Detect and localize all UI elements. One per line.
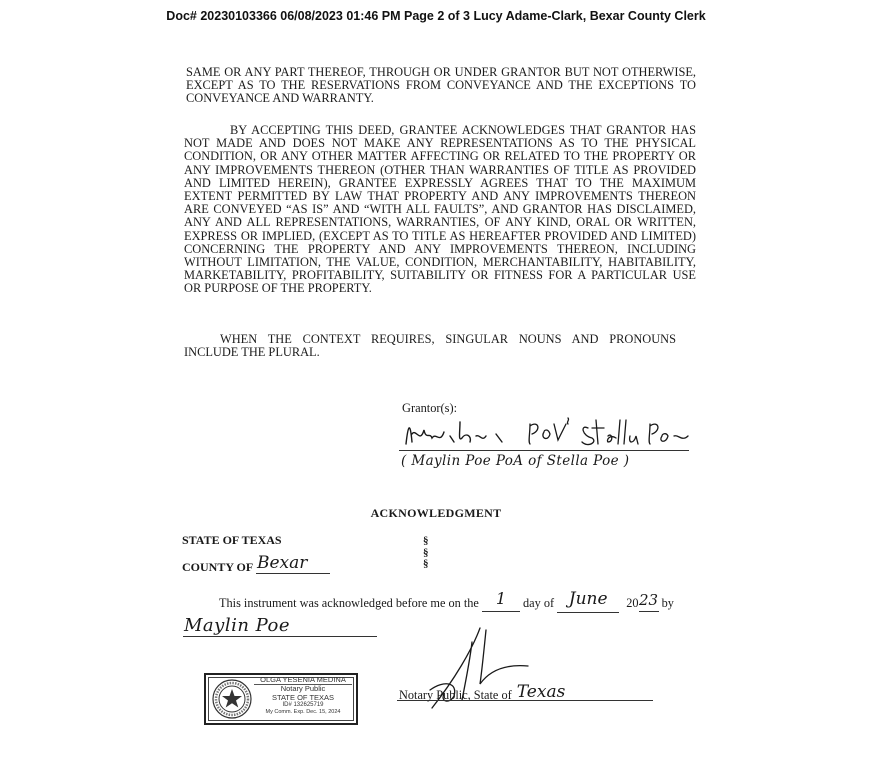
paragraph-as-is-disclaimer: BY ACCEPTING THIS DEED, GRANTEE ACKNOWLEDGES THAT GRANTOR HAS NOT MADE AND DOES NOT MAKE ANY REPRESENTATIONS AS TO THE PHYSICAL CONDITION, OR ANY OTHER MATTER AFFECTING OR RELATED TO THE PROPERTY OR ANY IMPROVEMENTS THEREON (OTHER THAN WARRANTIES OF TITLE AS PROVIDED AND LIMITED HEREIN), GRANTEE EXPRESSLY AGREES THAT TO THE MAXIMUM EXTENT PERMITTED BY LAW THAT PROPERTY AND ANY IMPROVEMENTS THEREON ARE CONVEYED “AS IS” AND “WITH ALL FAULTS”, AND GRANTOR HAS DISCLAIMED, ANY AND ALL REPRESENTATIONS, WARRANTIES, OF ANY KIND, ORAL OR WRITTEN, EXPRESS OR IMPLIED, (EXCEPT AS TO TITLE AS HEREAFTER PROVIDED AND LIMITED) CONCERNING THE PROPERTY AND ANY IMPROVEMENTS THEREON, INCLUDING WITHOUT LIMITATION, THE VALUE, CONDITION, MERCHANTABILITY, HABITABILITY, MARKETABILITY, PROFITABILITY, SUITABILITY OR FITNESS FOR A PARTICULAR USE OR PURPOSE OF THE PROPERTY. bbox=[184, 123, 696, 296]
grantor-printed-name: ( Maylin Poe PoA of Stella Poe ) bbox=[401, 453, 630, 469]
county-label: COUNTY OF bbox=[182, 560, 254, 574]
month-value: June bbox=[568, 589, 608, 609]
notary-signature-line bbox=[397, 700, 653, 701]
paragraph-singular-plural: WHEN THE CONTEXT REQUIRES, SINGULAR NOUNS AND PRONOUNS INCLUDE THE PLURAL. bbox=[184, 332, 676, 360]
notary-commission: My Comm. Exp. Dec. 15, 2024 bbox=[265, 709, 341, 715]
acknowledged-name: Maylin Poe bbox=[184, 615, 291, 636]
notary-id: ID# 132625719 bbox=[282, 702, 324, 708]
year-blank bbox=[639, 593, 659, 612]
state-label: STATE OF TEXAS bbox=[182, 533, 282, 547]
grantor-label: Grantor(s): bbox=[402, 401, 458, 415]
day-blank bbox=[482, 589, 520, 612]
by-text: by bbox=[661, 596, 674, 610]
section-mark: § bbox=[423, 546, 429, 559]
notary-title: Notary Public bbox=[280, 684, 326, 693]
recording-header: Doc# 20230103366 06/08/2023 01:46 PM Page 2 of 3 Lucy Adame-Clark, Bexar County Clerk bbox=[166, 9, 706, 23]
county-line bbox=[256, 573, 330, 574]
notary-label-text: Notary Public, State of bbox=[399, 688, 512, 702]
day-value: 1 bbox=[495, 589, 507, 608]
year-value: 23 bbox=[639, 591, 659, 609]
notary-state: STATE OF TEXAS bbox=[271, 692, 335, 702]
day-of-text: day of bbox=[523, 596, 555, 610]
section-mark: § bbox=[423, 558, 429, 570]
paragraph-reservations: SAME OR ANY PART THEREOF, THROUGH OR UNDER GRANTOR BUT NOT OTHERWISE, EXCEPT AS TO THE RESERVATIONS FROM CONVEYANCE AND THE EXCEPTIONS TO CONVEYANCE AND WARRANTY. bbox=[186, 65, 696, 106]
acknowledgment-sentence bbox=[219, 589, 674, 613]
acknowledged-name-line bbox=[183, 636, 377, 637]
notary-name: OLGA YESENIA MEDINA bbox=[254, 676, 352, 685]
section-marks bbox=[423, 536, 429, 571]
acknowledgment-title: ACKNOWLEDGMENT bbox=[370, 506, 502, 520]
grantor-signature bbox=[398, 414, 698, 454]
instrument-text: This instrument was acknowledged before me on the bbox=[219, 596, 479, 610]
notary-seal-star-icon bbox=[210, 678, 254, 720]
year-prefix: 20 bbox=[626, 596, 639, 610]
notary-stamp bbox=[204, 673, 358, 725]
grantor-signature-line bbox=[399, 450, 689, 451]
county-value: Bexar bbox=[257, 553, 308, 573]
month-blank bbox=[557, 589, 619, 613]
notary-state-value: Texas bbox=[516, 682, 566, 702]
notary-signature-label bbox=[399, 684, 565, 704]
section-mark: § bbox=[423, 535, 429, 547]
